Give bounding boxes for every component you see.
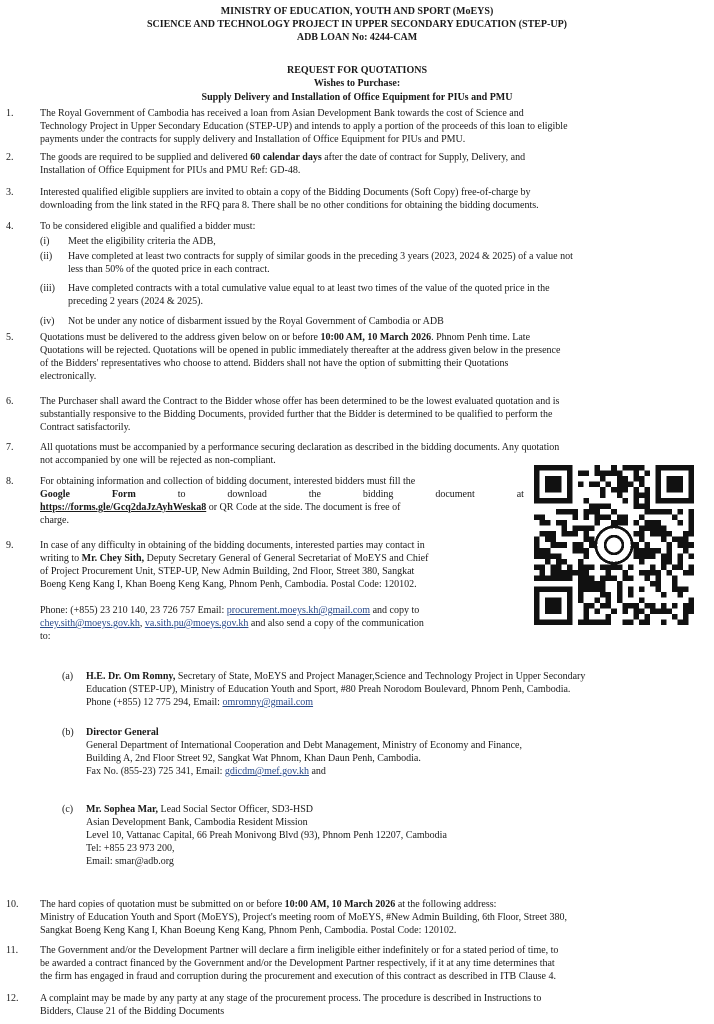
text-line: [40, 604, 700, 617]
text-line: In case of any difficulty in obtaining of the bidding documents, interested parties may contact in: [40, 540, 425, 551]
text-line: Ministry of Education Youth and Sport (MoEYS), Project's meeting room of MoEYS, #New Admin Building, 6th Floor, Street 380,: [40, 912, 567, 923]
item-number: 7.: [6, 442, 14, 453]
text-run: at: [516, 489, 524, 500]
item-10-text: [40, 898, 700, 937]
text-run: Form: [111, 489, 136, 500]
text-run: Fax No. (855-23) 725 341, Email:: [86, 766, 225, 777]
text-line: not accompanied by one will be rejected as non-compliant.: [40, 455, 276, 466]
text-run: the: [308, 489, 321, 500]
contact-name: Mr. Chey Sith,: [81, 553, 145, 564]
item-4-text: To be considered eligible and qualified a bidder must:: [40, 221, 256, 232]
item-number: 9.: [6, 540, 14, 551]
text-run: . Phnom Penh time. Late: [431, 332, 531, 343]
text-line: A complaint may be made by any party at any stage of the procurement process. The procedure is described in Instructions to: [40, 993, 542, 1004]
text-run: after the date of contract for Supply, Delivery, and: [321, 152, 526, 163]
text-line: to:: [40, 631, 51, 642]
sub-item-text: Meet the eligibility criteria the ADB,: [68, 236, 216, 247]
text-line: be awarded a contract financed by the Government and/or the Development Partner respectively, if it at any time determines that: [40, 958, 555, 969]
text-line: The Royal Government of Cambodia has received a loan from Asian Development Bank towards the cost of Science and: [40, 108, 524, 119]
text-run: Deputy Secretary General of General Secretariat of MoEYS and Chief: [144, 553, 429, 564]
address-a: [86, 670, 700, 709]
text-line: Contract satisfactorily.: [40, 422, 131, 433]
text-line: Have completed contracts with a total cumulative value equal to at least two times of the value of the quoted price in the: [68, 283, 550, 294]
text-run: Google: [40, 489, 70, 500]
text-line: [40, 151, 700, 164]
project-title: SCIENCE AND TECHNOLOGY PROJECT IN UPPER SECONDARY EDUCATION (STEP-UP): [146, 19, 568, 30]
text-line: [40, 617, 700, 630]
item-number: 11.: [6, 945, 19, 956]
sub-number: (ii): [40, 251, 53, 262]
omromny-email-link[interactable]: omromny@gmail.com: [222, 697, 314, 708]
rfq-subject: Supply Delivery and Installation of Office Equipment for PIUs and PMU: [201, 92, 513, 103]
item-5-text: [40, 331, 700, 383]
text-line: Bidders, Clause 21 of the Bidding Documents: [40, 1006, 225, 1017]
item-number: 8.: [6, 476, 14, 487]
text-line: [40, 331, 700, 344]
delivery-period: 60 calendar days: [250, 152, 322, 163]
loan-number: ADB LOAN No: 4244-CAM: [296, 32, 418, 43]
text-line: Asian Development Bank, Cambodia Resident Mission: [86, 817, 308, 828]
address-letter: (b): [62, 727, 74, 738]
text-run: and: [308, 766, 326, 777]
text-run: writing to: [40, 553, 82, 564]
item-number: 12.: [6, 993, 19, 1004]
deadline: 10:00 AM, 10 March 2026: [320, 332, 432, 343]
item-7-text: [40, 441, 700, 467]
va-sith-email-link[interactable]: va.sith.pu@moeys.gov.kh: [144, 618, 249, 629]
text-line: substantially responsive to the Bidding Documents, provided further that the Bidder is determined to be qualified to perform the: [40, 409, 553, 420]
text-line: [86, 765, 700, 778]
text-line: General Department of International Cooperation and Debt Management, Ministry of Economy and Finance,: [86, 740, 522, 751]
text-line: For obtaining information and collection of bidding document, interested bidders must fill the: [40, 476, 416, 487]
text-line: [40, 501, 524, 514]
item-1-text: [40, 107, 700, 146]
text-line: Education (STEP-UP), Ministry of Education Youth and Sport, #80 Preah Norodom Boulevard, Phnom Penh, Cambodia.: [86, 684, 571, 695]
contact-name: Mr. Sophea Mar,: [86, 804, 159, 815]
text-line: the firm has engaged in fraud and corruption during the procurement and execution of this contract as described in ITB Clause 4.: [40, 971, 556, 982]
item-9-text: [40, 539, 524, 591]
item-number: 1.: [6, 108, 14, 119]
item-number: 3.: [6, 187, 14, 198]
text-line: Boeng Keng Kang I, Khan Boeng Keng Kang, Phnom Penh, Cambodia. Postal Code: 120102.: [40, 579, 417, 590]
text-line: Director General: [86, 727, 159, 738]
text-line: [86, 803, 700, 816]
text-run: or QR Code at the side. The document is free of: [206, 502, 401, 513]
text-line: The Purchaser shall award the Contract to the Bidder whose offer has been determined to be the lowest evaluated quotation and is: [40, 396, 560, 407]
text-line: Sangkat Boeng Keng Kang I, Khan Boeung Keng Kang, Phnom Penh, Cambodia. Postal Code: 120102.: [40, 925, 457, 936]
chey-sith-email-link[interactable]: chey.sith@moeys.gov.kh: [40, 618, 140, 629]
text-run: and copy to: [370, 605, 420, 616]
sub-item-text: [68, 250, 700, 276]
qr-code-icon[interactable]: [534, 465, 694, 625]
sub-number: (iii): [40, 283, 55, 294]
text-run: The hard copies of quotation must be submitted on or before: [40, 899, 285, 910]
item-9-contact: [40, 604, 700, 643]
text-line: Technology Project in Upper Secondary Education (STEP-UP) and intends to apply a portion of the proceeds of this loan to eligible: [40, 121, 568, 132]
ministry-title: MINISTRY OF EDUCATION, YOUTH AND SPORT (MoEYS): [220, 6, 494, 17]
text-run: ,: [139, 618, 145, 629]
text-line: [40, 552, 524, 565]
text-run: document: [435, 489, 475, 500]
text-line: charge.: [40, 515, 69, 526]
text-run: download: [227, 489, 267, 500]
text-line: Tel: +855 23 973 200,: [86, 843, 175, 854]
item-3-text: [40, 186, 700, 212]
text-run: to: [177, 489, 186, 500]
text-line: electronically.: [40, 371, 97, 382]
sub-item-text: Not be under any notice of disbarment issued by the Royal Government of Cambodia or ADB: [68, 316, 444, 327]
text-line: Interested qualified eligible suppliers are invited to obtain a copy of the Bidding Documents (Soft Copy) free-of-charge by: [40, 187, 531, 198]
text-line: of Project Procurement Unit, STEP-UP, New Admin Building, 2nd Floor, Street 380, Sangkat: [40, 566, 415, 577]
text-line: [86, 670, 700, 683]
rfq-title: REQUEST FOR QUOTATIONS: [286, 65, 428, 76]
text-line: preceding 2 years (2024 & 2025).: [68, 296, 203, 307]
text-line: All quotations must be accompanied by a performance securing declaration as described in the bidding documents. Any quotation: [40, 442, 560, 453]
text-run: The goods are required to be supplied and delivered: [40, 152, 251, 163]
item-6-text: [40, 395, 700, 434]
address-letter: (a): [62, 671, 74, 682]
text-line: [40, 898, 700, 911]
text-line: of the Bidders' representatives who choose to attend. Bidders shall not have the option of submitting their Quotations: [40, 358, 509, 369]
sub-number: (iv): [40, 316, 55, 327]
text-run: Phone: (+855) 23 210 140, 23 726 757 Email:: [40, 605, 227, 616]
text-run: at the following address:: [395, 899, 497, 910]
text-run: bidding: [362, 489, 394, 500]
address-letter: (c): [62, 804, 74, 815]
item-number: 6.: [6, 396, 14, 407]
text-line: The Government and/or the Development Partner will declare a firm ineligible either indefinitely or for a stated period of time, to: [40, 945, 559, 956]
procurement-email-link[interactable]: procurement.moeys.kh@gmail.com: [226, 605, 371, 616]
text-run: Secretary of State, MoEYS and Project Manager,Science and Technology Project in Upper Secondary: [175, 671, 586, 682]
text-line: [40, 488, 524, 501]
gdicdm-email-link[interactable]: gdicdm@mef.gov.kh: [224, 766, 309, 777]
text-run: Quotations must be delivered to the address given below on or before: [40, 332, 321, 343]
text-line: Quotations will be rejected. Quotations will be opened in public immediately thereafter at the address given below in the presence: [40, 345, 561, 356]
item-12-text: [40, 992, 700, 1018]
item-number: 2.: [6, 152, 14, 163]
item-8-text: [40, 475, 524, 527]
item-number: 4.: [6, 221, 14, 232]
text-run: Lead Social Sector Officer, SD3-HSD: [158, 804, 313, 815]
item-11-text: [40, 944, 700, 983]
text-line: Level 10, Vattanac Capital, 66 Preah Monivong Blvd (93), Phnom Penh 12207, Cambodia: [86, 830, 447, 841]
sub-item-text: [68, 282, 700, 308]
wishes-label: Wishes to Purchase:: [313, 78, 401, 89]
text-run: Phone (+855) 12 775 294, Email:: [86, 697, 223, 708]
deadline: 10:00 AM, 10 March 2026: [284, 899, 396, 910]
contact-name: H.E. Dr. Om Romny,: [86, 671, 176, 682]
sub-number: (i): [40, 236, 50, 247]
text-line: less than 50% of the quoted price in each contract.: [68, 264, 270, 275]
address-b: [86, 726, 700, 778]
text-line: [86, 696, 700, 709]
text-line: Have completed at least two contracts for supply of similar goods in the preceding 3 years (2023, 2024 & 2025) of a value not: [68, 251, 573, 262]
text-line: Email: smar@adb.org: [86, 856, 174, 867]
address-c: [86, 803, 700, 868]
google-form-link[interactable]: https://forms.gle/Gcq2daJzAyhWeska8: [40, 502, 207, 513]
item-number: 5.: [6, 332, 14, 343]
text-run: and also send a copy of the communication: [248, 618, 424, 629]
text-line: Building A, 2nd Floor Street 92, Sangkat Wat Phnom, Khan Daun Penh, Cambodia.: [86, 753, 421, 764]
text-line: payments under the contracts for supply delivery and Installation of Office Equipment for PIUs and PMU.: [40, 134, 466, 145]
item-2-text: [40, 151, 700, 177]
text-line: Installation of Office Equipment for PIUs and PMU Ref: GD-48.: [40, 165, 301, 176]
item-number: 10.: [6, 899, 19, 910]
text-line: downloading from the link stated in the RFQ para 8. There shall be no other conditions for obtaining the bidding documents.: [40, 200, 539, 211]
